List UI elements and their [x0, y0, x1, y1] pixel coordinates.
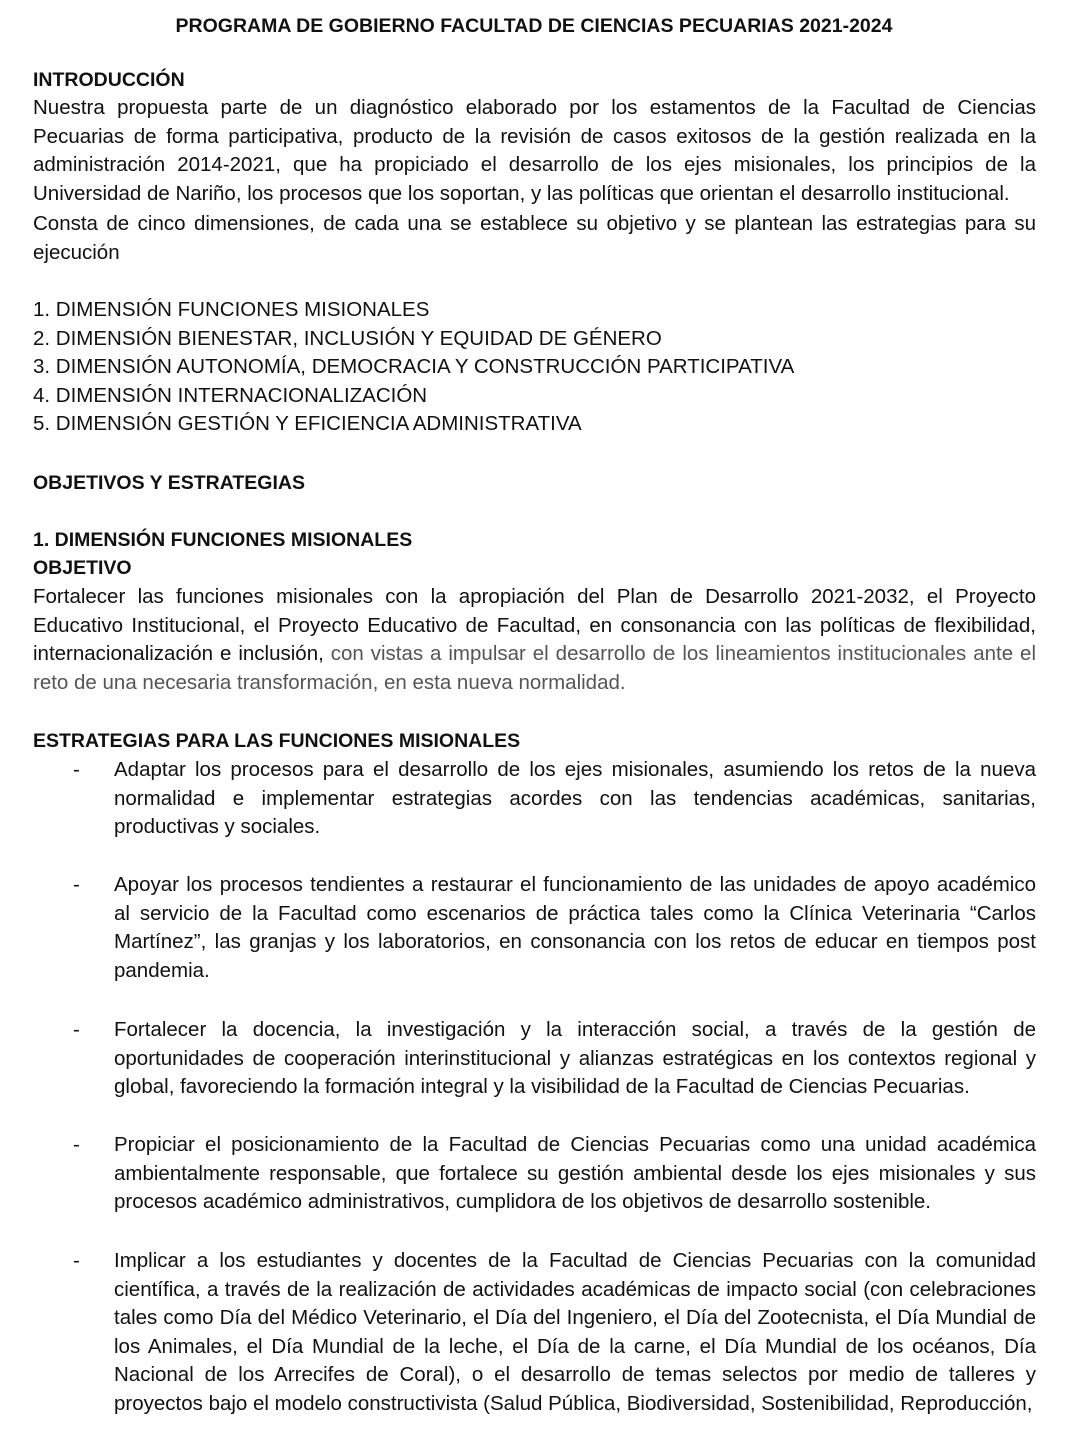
strategy-text: Implicar a los estudiantes y docentes de la Facultad de Ciencias Pecuarias con la comunidad científica, a través de la realización de actividades académicas de impacto social (con celebraciones tales como Día del Médico Veterinario, el Día del Ingeniero, el Día del Zootecnista, el Día Mundial de los Animales, el Día Mundial de la leche, el Día de la carne, el Día Mundial de los océanos, Día Nacional de los Arrecifes de Coral), o el desarrollo de temas selectos por medio de talleres y proyectos bajo el modelo constructivista (Salud Pública, Biodiversidad, Sostenibilidad, Reproducción, [114, 1249, 1036, 1415]
list-dash: - [73, 1018, 80, 1041]
list-dash: - [73, 758, 80, 781]
objectives-heading: OBJETIVOS Y ESTRATEGIAS [33, 472, 305, 494]
objective-text-main: Fortalecer las funciones misionales con la apropiación del Plan de Desarrollo 2021-2032, el Proyecto Educativo Institucional, el Proyecto Educativo de Facultad, en consonancia con las políticas de flexibilidad, internacionalización e inclusión, [33, 585, 1036, 665]
strategy-text: Propiciar el posicionamiento de la Facultad de Ciencias Pecuarias como una unidad académica ambientalmente responsable, que fortalece su gestión ambiental desde los ejes misionales y sus procesos académico administrativos, cumplidora de los objetivos de desarrollo sostenible. [114, 1133, 1036, 1213]
objective-text [33, 583, 1036, 697]
strategy-item-1 [33, 756, 1036, 842]
strategy-item-5 [33, 1247, 1036, 1418]
intro-heading: INTRODUCCIÓN [33, 69, 185, 91]
objective-label: OBJETIVO [33, 557, 132, 579]
strategy-item-2 [33, 871, 1036, 985]
objective-text-grey: con vistas a impulsar el desarrollo de los lineamientos institucionales ante el reto de una necesaria transformación, en esta nueva normalidad. [33, 642, 1036, 694]
strategy-item-4 [33, 1131, 1036, 1217]
intro-paragraph-2: Consta de cinco dimensiones, de cada una se establece su objetivo y se plantean las estrategias para su ejecución [33, 212, 1036, 264]
list-dash: - [73, 1249, 80, 1272]
dimension-item-3: 3. DIMENSIÓN AUTONOMÍA, DEMOCRACIA Y CONSTRUCCIÓN PARTICIPATIVA [33, 355, 795, 378]
dimension-item-1: 1. DIMENSIÓN FUNCIONES MISIONALES [33, 298, 430, 321]
strategies-heading: ESTRATEGIAS PARA LAS FUNCIONES MISIONALES [33, 730, 521, 752]
list-dash: - [73, 873, 80, 896]
list-dash: - [73, 1133, 80, 1156]
strategy-item-3 [33, 1016, 1036, 1102]
document-title: PROGRAMA DE GOBIERNO FACULTAD DE CIENCIAS PECUARIAS 2021-2024 [175, 15, 893, 37]
dimension-item-4: 4. DIMENSIÓN INTERNACIONALIZACIÓN [33, 383, 428, 407]
strategy-text: Fortalecer la docencia, la investigación y la interacción social, a través de la gestión de oportunidades de cooperación interinstitucional y alianzas estratégicas en los contextos regional y global, favoreciendo la formación integral y la visibilidad de la Facultad de Ciencias Pecuarias. [114, 1018, 1036, 1098]
strategy-text: Apoyar los procesos tendientes a restaurar el funcionamiento de las unidades de apoyo académico al servicio de la Facultad como escenarios de práctica tales como la Clínica Veterinaria “Carlos Martínez”, las granjas y los laboratorios, en consonancia con los retos de educar en tiempos post pandemia. [114, 873, 1036, 982]
section-1-heading: 1. DIMENSIÓN FUNCIONES MISIONALES [33, 529, 413, 551]
dimension-item-5: 5. DIMENSIÓN GESTIÓN Y EFICIENCIA ADMINISTRATIVA [33, 412, 582, 435]
intro-paragraph-1: Nuestra propuesta parte de un diagnóstico elaborado por los estamentos de la Facultad de Ciencias Pecuarias de forma participativa, producto de la revisión de casos exitosos de la gestión realizada en la administración 2014-2021, que ha propiciado el desarrollo de los ejes misionales, los principios de la Universidad de Nariño, los procesos que los soportan, y las políticas que orientan el desarrollo institucional. [33, 96, 1036, 205]
dimension-item-2: 2. DIMENSIÓN BIENESTAR, INCLUSIÓN Y EQUIDAD DE GÉNERO [33, 326, 662, 350]
dimension-list [33, 296, 1036, 439]
strategy-text: Adaptar los procesos para el desarrollo de los ejes misionales, asumiendo los retos de la nueva normalidad e implementar estrategias acordes con las tendencias académicas, sanitarias, productivas y sociales. [114, 758, 1036, 838]
